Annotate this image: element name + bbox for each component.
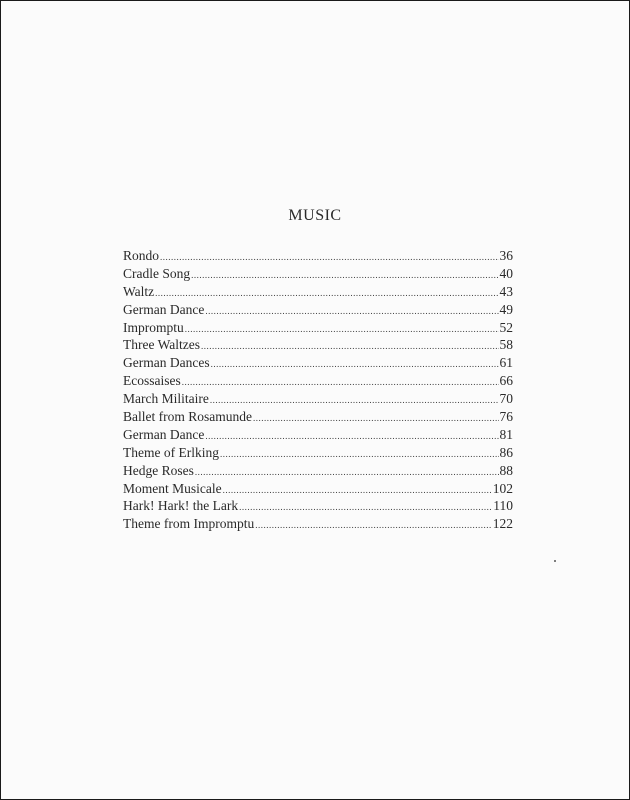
dot-leader (223, 485, 492, 495)
toc-entry-page-number: 81 (499, 426, 513, 442)
toc-entry-title: German Dance (123, 301, 205, 317)
toc-entry-page-number: 76 (499, 409, 513, 425)
toc-entry (123, 427, 513, 445)
toc-entry (123, 320, 513, 338)
dot-leader (220, 449, 499, 459)
toc-entry-title: Hedge Roses (123, 462, 194, 478)
paper-speck (554, 560, 556, 562)
toc-entry (123, 373, 513, 391)
toc-entry (123, 409, 513, 427)
dot-leader (211, 359, 499, 369)
toc-entry (123, 248, 513, 266)
toc-entry-page-number: 49 (499, 301, 513, 317)
toc-entry (123, 302, 513, 320)
toc-entry-title: Ecossaises (123, 373, 181, 389)
toc-entry-title: Waltz (123, 283, 155, 299)
toc-entry-title: German Dance (123, 426, 205, 442)
toc-entry (123, 481, 513, 499)
toc-entry-title: Three Waltzes (123, 337, 200, 353)
dot-leader (210, 395, 499, 405)
toc-entry-page-number: 43 (499, 283, 513, 299)
toc-entry (123, 284, 513, 302)
toc-entry-title: Theme from Impromptu (123, 516, 255, 532)
toc-entry (123, 498, 513, 516)
dot-leader (255, 520, 492, 530)
dot-leader (182, 377, 499, 387)
toc-entry-page-number: 122 (492, 516, 513, 532)
toc-entry-page-number: 86 (499, 444, 513, 460)
dot-leader (160, 252, 498, 262)
toc-entry-title: German Dances (123, 355, 210, 371)
toc-entry-title: March Militaire (123, 391, 209, 407)
dot-leader (201, 341, 499, 351)
toc-entry (123, 463, 513, 481)
dot-leader (185, 324, 499, 334)
toc-entry-title: Theme of Erlking (123, 444, 219, 460)
toc-entry (123, 337, 513, 355)
toc-entry-title: Ballet from Rosamunde (123, 409, 252, 425)
toc-entry-page-number: 88 (499, 462, 513, 478)
toc-entry-page-number: 102 (492, 480, 513, 496)
dot-leader (155, 288, 498, 298)
section-title: MUSIC (288, 207, 342, 224)
toc-entry (123, 445, 513, 463)
toc-entry-title: Impromptu (123, 319, 184, 335)
toc-entry-page-number: 36 (499, 248, 513, 263)
dot-leader (239, 502, 492, 512)
toc-entry (123, 516, 513, 534)
toc-entry-page-number: 70 (499, 391, 513, 407)
dot-leader (205, 431, 498, 441)
toc-entry-page-number: 52 (499, 319, 513, 335)
toc-entry-page-number: 58 (499, 337, 513, 353)
dot-leader (191, 270, 498, 280)
dot-leader (253, 413, 499, 423)
toc-entry (123, 391, 513, 409)
table-of-contents (123, 248, 513, 534)
toc-entry-page-number: 40 (499, 265, 513, 281)
toc-entry-title: Moment Musicale (123, 480, 222, 496)
toc-entry-title: Hark! Hark! the Lark (123, 498, 239, 514)
toc-entry-title: Rondo (123, 248, 160, 263)
dot-leader (205, 306, 498, 316)
toc-entry-title: Cradle Song (123, 265, 191, 281)
toc-entry (123, 266, 513, 284)
toc-entry (123, 355, 513, 373)
toc-entry-page-number: 61 (499, 355, 513, 371)
toc-entry-page-number: 66 (499, 373, 513, 389)
toc-entry-page-number: 110 (493, 498, 513, 514)
dot-leader (195, 467, 499, 477)
